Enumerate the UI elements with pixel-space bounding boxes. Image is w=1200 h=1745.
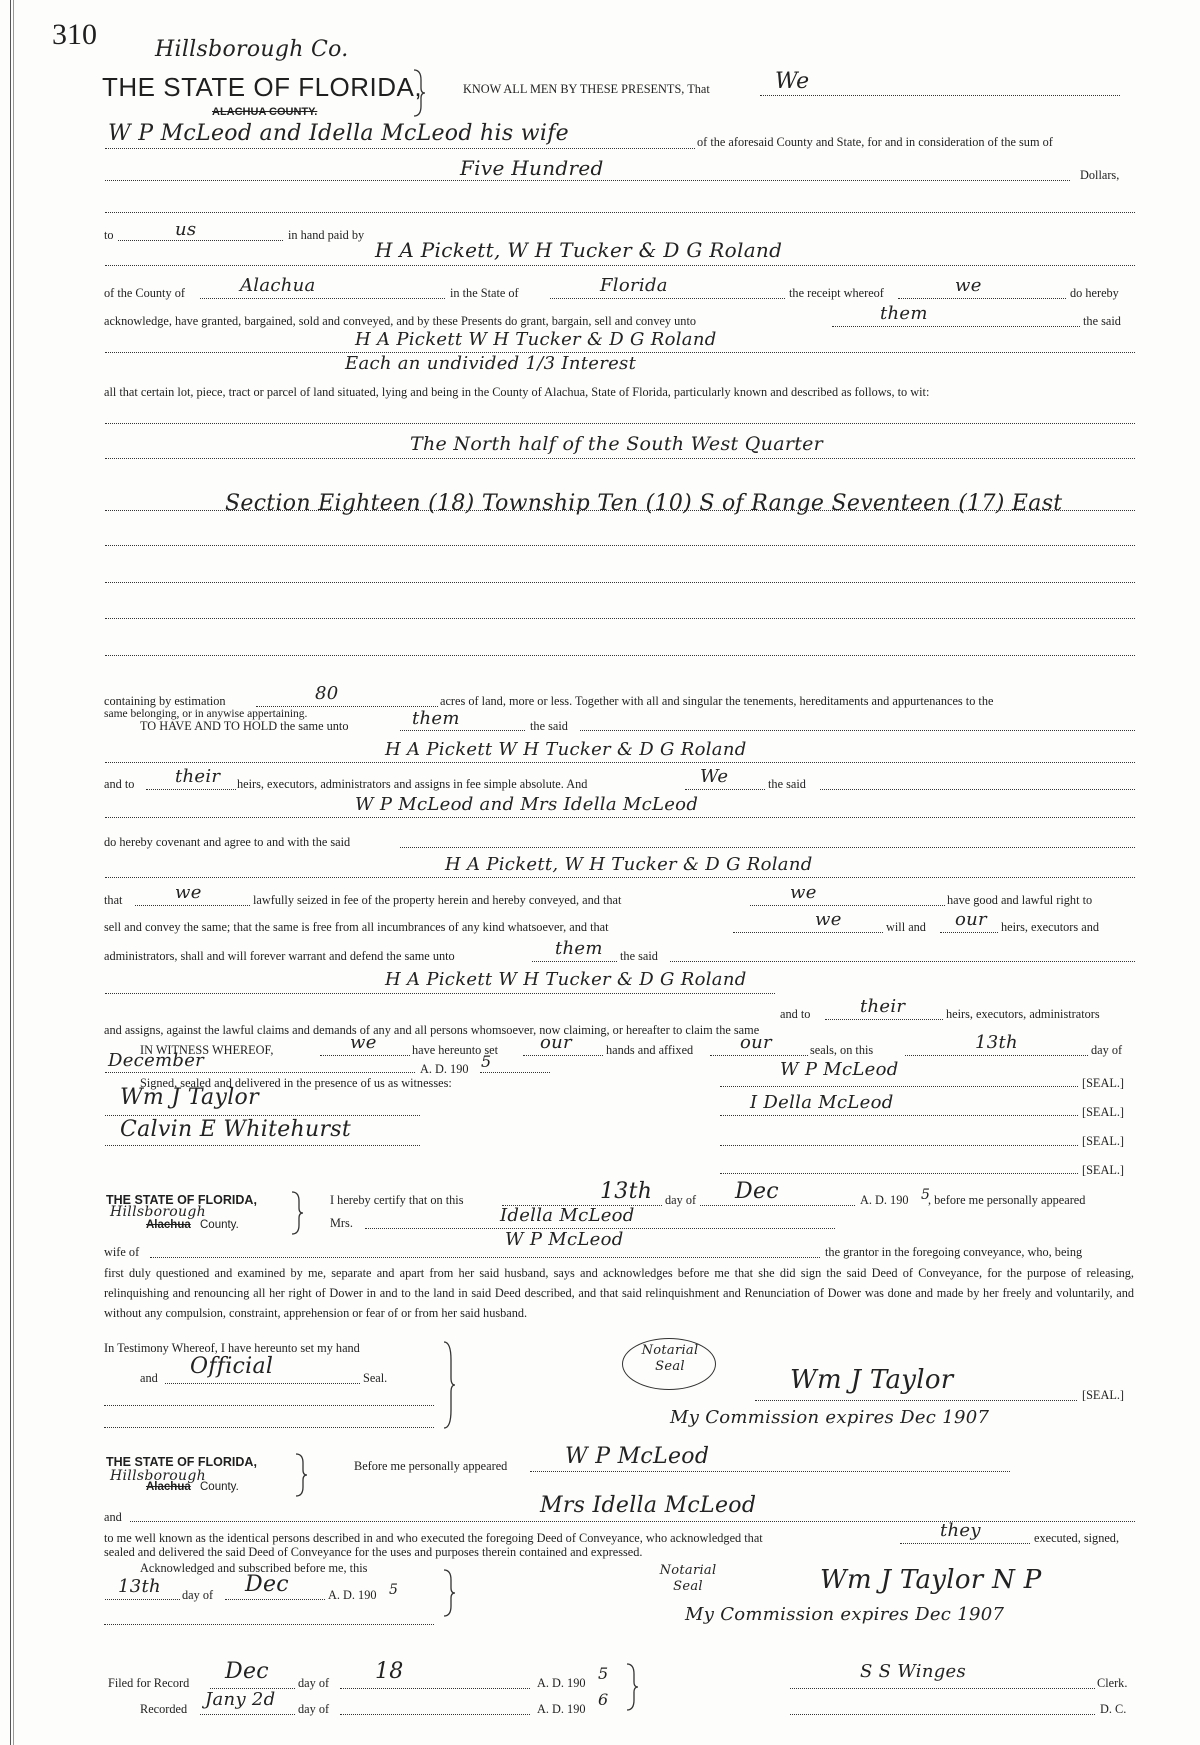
rule [105, 877, 1135, 878]
acknowledge-line: acknowledge, have granted, bargained, sold and conveyed, and by these Presents do grant, bargain, sell and convey unto [104, 314, 697, 328]
state-title: THE STATE OF FLORIDA, [102, 72, 423, 102]
rule [760, 95, 1120, 96]
ack2-notarial-seal [652, 1561, 722, 1603]
signed-line: Signed, sealed and delivered in the presence of us as witnesses: [140, 1076, 452, 1090]
rule [105, 762, 1135, 763]
containing-label: containing by estimation [104, 694, 226, 708]
page-number: 310 [52, 18, 97, 51]
ack1-seal-bracket: [SEAL.] [1082, 1388, 1125, 1402]
header-brace [412, 68, 426, 118]
signature-2-handwritten: I Della McLeod [750, 1092, 894, 1113]
rule [105, 510, 1135, 511]
filed-label: Filed for Record [108, 1676, 190, 1690]
rule [320, 1055, 410, 1056]
right-line: have good and lawful right to [947, 893, 1093, 907]
rule [105, 265, 1135, 266]
rule [104, 1427, 434, 1428]
recorded-year-handwritten: 6 [598, 1690, 609, 1709]
to-have-said: the said [530, 719, 568, 733]
rule [685, 789, 765, 790]
filed-day-handwritten: 18 [375, 1659, 404, 1684]
that-handwritten: We [775, 69, 810, 94]
rule [400, 847, 1135, 848]
rule [530, 1471, 1010, 1472]
grantors-handwritten-2: W P McLeod and Mrs Idella McLeod [355, 794, 699, 815]
to-have-hold: TO HAVE AND TO HOLD the same unto [140, 719, 349, 733]
rule [733, 932, 883, 933]
ack2-county-struck: Alachua [146, 1481, 191, 1493]
interest-handwritten: Each an undivided 1/3 Interest [345, 353, 637, 374]
dc-label: D. C. [1100, 1702, 1127, 1716]
and-to-2: and to [780, 1007, 811, 1021]
ack1-mrs-handwritten: Idella McLeod [500, 1205, 635, 1226]
state-handwritten: Florida [600, 275, 668, 296]
ack1-month-handwritten: Dec [735, 1179, 779, 1204]
ack1-and-label: and [140, 1371, 158, 1385]
ack1-grantor-line: the grantor in the foregoing conveyance, who, being [825, 1245, 1083, 1259]
ack2-person2-handwritten: Mrs Idella McLeod [540, 1493, 757, 1518]
clerk-handwritten: S S Winges [860, 1661, 967, 1682]
recorded-day-of: day of [298, 1702, 330, 1716]
that-label: that [104, 893, 123, 907]
that-handwritten: we [175, 882, 202, 903]
ack2-sealed-line: sealed and delivered the said Deed of Conveyance for the uses and purposes therein contained and expressed. [104, 1545, 643, 1559]
ack2-brace [294, 1452, 308, 1498]
witness-whereof: IN WITNESS WHEREOF, [140, 1043, 274, 1057]
rule [532, 961, 617, 962]
rule [118, 240, 283, 241]
rule [105, 1599, 180, 1600]
rule [710, 1055, 808, 1056]
rule [200, 298, 445, 299]
of-county-label: of the County of [104, 286, 185, 300]
header-county-struck: ALACHUA COUNTY. [212, 106, 318, 118]
rule [105, 458, 1135, 459]
ack1-notarial-seal [622, 1338, 716, 1390]
assigns-line: and assigns, against the lawful claims and demands of any and all persons whomsoever, now claiming, or hereafter to claim the same [104, 1023, 760, 1037]
to-handwritten: us [175, 219, 197, 240]
rule [790, 1688, 1095, 1689]
grantees-handwritten-4: H A Pickett, W H Tucker & D G Roland [445, 854, 813, 875]
rule [480, 1072, 550, 1073]
rule [832, 326, 1080, 327]
rule [150, 1257, 820, 1258]
unto-handwritten: them [880, 303, 928, 324]
rule [165, 1383, 360, 1384]
description-handwritten-2: Section Eighteen (18) Township Ten (10) S of Range Seventeen (17) East [225, 491, 1063, 516]
of-aforesaid-text: of the aforesaid County and State, for and in consideration of the sum of [697, 135, 1053, 149]
rule [105, 1145, 420, 1146]
seal-label-1: [SEAL.] [1082, 1076, 1125, 1090]
ack1-county-handwritten: Hillsborough [110, 1204, 206, 1220]
rule [900, 1543, 1030, 1544]
ack2-commission-handwritten: My Commission expires Dec 1907 [685, 1604, 1005, 1625]
all-that-line: all that certain lot, piece, tract or parcel of land situated, lying and being in the County of Alachua, State of Florida, particularly known and described as follows, to wit: [104, 385, 930, 399]
rule [105, 817, 1135, 818]
covenant-line: do hereby covenant and agree to and with the said [104, 835, 351, 849]
day-of: day of [1091, 1043, 1123, 1057]
rule [105, 582, 1135, 583]
ack1-day-of: day of [665, 1193, 697, 1207]
rule [105, 655, 1135, 656]
witness-handwritten: we [350, 1032, 377, 1053]
grantees-handwritten-3: H A Pickett W H Tucker & D G Roland [385, 739, 747, 760]
and-said: the said [768, 777, 806, 791]
filed-day-of: day of [298, 1676, 330, 1690]
ack2-day-of: day of [182, 1588, 214, 1602]
rule [105, 1072, 415, 1073]
to-have-handwritten: them [412, 708, 460, 729]
admin-handwritten: them [555, 938, 603, 959]
ack1-signature-handwritten: Wm J Taylor [790, 1365, 954, 1395]
ack1-year-handwritten: 5 [921, 1187, 931, 1203]
rule [720, 1086, 1078, 1087]
ack2-and-label: and [104, 1510, 122, 1524]
ack1-seal-label: Seal. [363, 1371, 388, 1385]
rule [720, 1145, 1078, 1146]
signature-1-handwritten: W P McLeod [780, 1059, 899, 1080]
the-said-1: the said [1083, 314, 1121, 328]
filed-month-handwritten: Dec [225, 1659, 269, 1684]
have-set: have hereunto set [412, 1043, 499, 1057]
rule [146, 789, 236, 790]
ack1-notarial-seal-text: Notarial Seal [641, 1343, 699, 1374]
ack1-commission-handwritten: My Commission expires Dec 1907 [670, 1407, 990, 1428]
and-handwritten: We [700, 766, 729, 787]
seal-handwritten: our [740, 1032, 772, 1053]
rule [755, 1400, 1077, 1401]
rule [130, 1521, 1135, 1522]
rule [700, 1205, 855, 1206]
ack1-day-handwritten: 13th [600, 1179, 653, 1204]
ack1-body: first duly questioned and examined by me, separate and apart from her said husband, says and acknowledges before me that she did sign the said Deed of Conveyance, for the purpose of releasing, relinquishing and renouncing all her right of Dower in and to the land in said Deed described, and that said relinquishment and Renunciation of Dower was done and made by her freely and voluntarily, and without any compulsion, constraint, apprehension or fear of or from her said husband. [104, 1266, 1134, 1320]
know-all-men: KNOW ALL MEN BY THESE PRESENTS, That [463, 82, 710, 96]
rule [200, 1714, 295, 1715]
rule [104, 1405, 434, 1406]
hands-affixed: hands and affixed [606, 1043, 694, 1057]
admin-line: administrators, shall and will forever warrant and defend the same unto [104, 949, 455, 963]
our-handwritten: our [955, 909, 987, 930]
rule [898, 298, 1066, 299]
acres-line: acres of land, more or less. Together with all and singular the tenements, hereditaments and appurtenances to the [440, 694, 994, 708]
grantors-handwritten: W P McLeod and Idella McLeod his wife [108, 121, 569, 146]
ack2-notarial-seal-text: Notarial Seal [659, 1563, 717, 1594]
ack2-county-label: County. [200, 1481, 239, 1493]
description-handwritten-1: The North half of the South West Quarter [410, 433, 824, 455]
witness-2-handwritten: Calvin E Whitehurst [120, 1117, 352, 1142]
ack1-mrs-label: Mrs. [330, 1216, 353, 1230]
seal-label-4: [SEAL.] [1082, 1163, 1125, 1177]
rule [720, 1115, 1078, 1116]
heirs-exec: heirs, executors and [1001, 920, 1099, 934]
month-handwritten: December [108, 1050, 205, 1071]
grantees-handwritten-1: H A Pickett, W H Tucker & D G Roland [375, 238, 783, 262]
sell-line: sell and convey the same; that the same is free from all incumbrances of any kind whatsoever, and that [104, 920, 609, 934]
receipt-label: the receipt whereof [789, 286, 884, 300]
rule [940, 932, 998, 933]
that2-handwritten: we [790, 882, 817, 903]
seal-label-2: [SEAL.] [1082, 1105, 1125, 1119]
grantees-handwritten-5: H A Pickett W H Tucker & D G Roland [385, 969, 747, 990]
rule [820, 789, 1135, 790]
rule [340, 1688, 530, 1689]
rule [670, 961, 1135, 962]
will-and: will and [886, 920, 926, 934]
sum-handwritten: Five Hundred [460, 156, 604, 180]
rule [790, 1714, 1095, 1715]
ack2-executed-line: executed, signed, [1034, 1531, 1120, 1545]
rule [523, 1055, 603, 1056]
rule [105, 545, 1135, 546]
ack1-wife-handwritten: W P McLeod [505, 1229, 624, 1250]
ack2-before-me: Before me personally appeared [354, 1459, 508, 1473]
recorded-ad: A. D. 190 [537, 1702, 586, 1716]
rule [105, 180, 1070, 181]
ack1-ad: A. D. 190 [860, 1193, 909, 1207]
do-hereby: do hereby [1070, 286, 1119, 300]
acres-handwritten: 80 [315, 683, 339, 704]
in-state-label: in the State of [450, 286, 519, 300]
left-border-line [10, 0, 11, 1745]
dollars-label: Dollars, [1080, 168, 1120, 182]
ad-label: A. D. 190 [420, 1062, 469, 1076]
rule [825, 1019, 943, 1020]
witness-1-handwritten: Wm J Taylor [120, 1085, 259, 1110]
rule [400, 730, 525, 731]
rule [135, 905, 250, 906]
rule [580, 730, 1135, 731]
rule [905, 1055, 1088, 1056]
grantees-handwritten-2: H A Pickett W H Tucker & D G Roland [355, 329, 717, 350]
rule [105, 1115, 420, 1116]
and-to-label: and to [104, 777, 135, 791]
in-hand-paid: in hand paid by [288, 228, 365, 242]
seized-line: lawfully seized in fee of the property herein and hereby conveyed, and that [253, 893, 622, 907]
rule [105, 212, 1135, 213]
ack1-wife-of: wife of [104, 1245, 140, 1259]
heirs-admin: heirs, executors, administrators [946, 1007, 1100, 1021]
day-handwritten: 13th [975, 1032, 1018, 1053]
ack2-county-handwritten: Hillsborough [110, 1468, 206, 1484]
left-border-line-inner [13, 0, 14, 1745]
ack2-acknowledged-line: Acknowledged and subscribed before me, this [140, 1561, 368, 1575]
and-to-2-handwritten: their [860, 996, 906, 1017]
rule [104, 1624, 434, 1625]
rule [550, 298, 785, 299]
will-handwritten: we [815, 909, 842, 930]
rule [105, 148, 695, 149]
recorded-label: Recorded [140, 1702, 188, 1716]
ack1-testimony: In Testimony Whereof, I have hereunto set my hand [104, 1341, 360, 1355]
and-to-handwritten: their [175, 766, 221, 787]
ack2-brace-2 [442, 1568, 456, 1618]
ack1-county-struck: Alachua [146, 1219, 191, 1231]
ack2-state-title: THE STATE OF FLORIDA, [106, 1455, 257, 1469]
ack1-state-title: THE STATE OF FLORIDA, [106, 1193, 257, 1207]
ack1-county-label: County. [200, 1219, 239, 1231]
year-handwritten: 5 [481, 1052, 492, 1071]
rule [105, 423, 1135, 424]
rule [105, 618, 1135, 619]
ack2-known-line: to me well known as the identical persons described in and who executed the foregoing Deed of Conveyance, who acknowledged that [104, 1531, 763, 1545]
receipt-handwritten: we [955, 275, 982, 296]
seal-label-3: [SEAL.] [1082, 1134, 1125, 1148]
ack2-person1-handwritten: W P McLeod [565, 1444, 710, 1469]
seals-on: seals, on this [810, 1043, 874, 1057]
ack2-they-handwritten: they [940, 1520, 981, 1541]
ack1-brace-2 [442, 1340, 456, 1430]
same-belonging: same belonging, or in anywise appertaining. [104, 708, 308, 720]
to-label: to [104, 228, 114, 242]
ack1-before-me: , before me personally appeared [928, 1193, 1086, 1207]
filing-brace [625, 1662, 639, 1712]
filed-ad: A. D. 190 [537, 1676, 586, 1690]
filed-year-handwritten: 5 [598, 1664, 609, 1683]
rule [105, 993, 775, 994]
ack1-brace [290, 1190, 304, 1236]
county-handwritten: Alachua [240, 275, 316, 296]
ack2-day-handwritten: 13th [118, 1576, 161, 1597]
clerk-label: Clerk. [1097, 1676, 1128, 1690]
heirs-line: heirs, executors, administrators and assigns in fee simple absolute. And [237, 777, 588, 791]
ack1-certify: I hereby certify that on this [330, 1193, 464, 1207]
ack2-month-handwritten: Dec [245, 1572, 289, 1597]
rule [750, 905, 945, 906]
rule [225, 1599, 325, 1600]
header-county-handwritten: Hillsborough Co. [155, 37, 349, 62]
ack2-ad: A. D. 190 [328, 1588, 377, 1602]
rule [720, 1173, 1078, 1174]
ack2-year-handwritten: 5 [389, 1582, 399, 1598]
ack2-signature-handwritten: Wm J Taylor N P [820, 1565, 1042, 1595]
recorded-month-handwritten: Jany 2d [205, 1689, 276, 1710]
admin-said: the said [620, 949, 658, 963]
hand-handwritten: our [540, 1032, 572, 1053]
rule [340, 1714, 530, 1715]
ack1-official-handwritten: Official [190, 1354, 274, 1379]
